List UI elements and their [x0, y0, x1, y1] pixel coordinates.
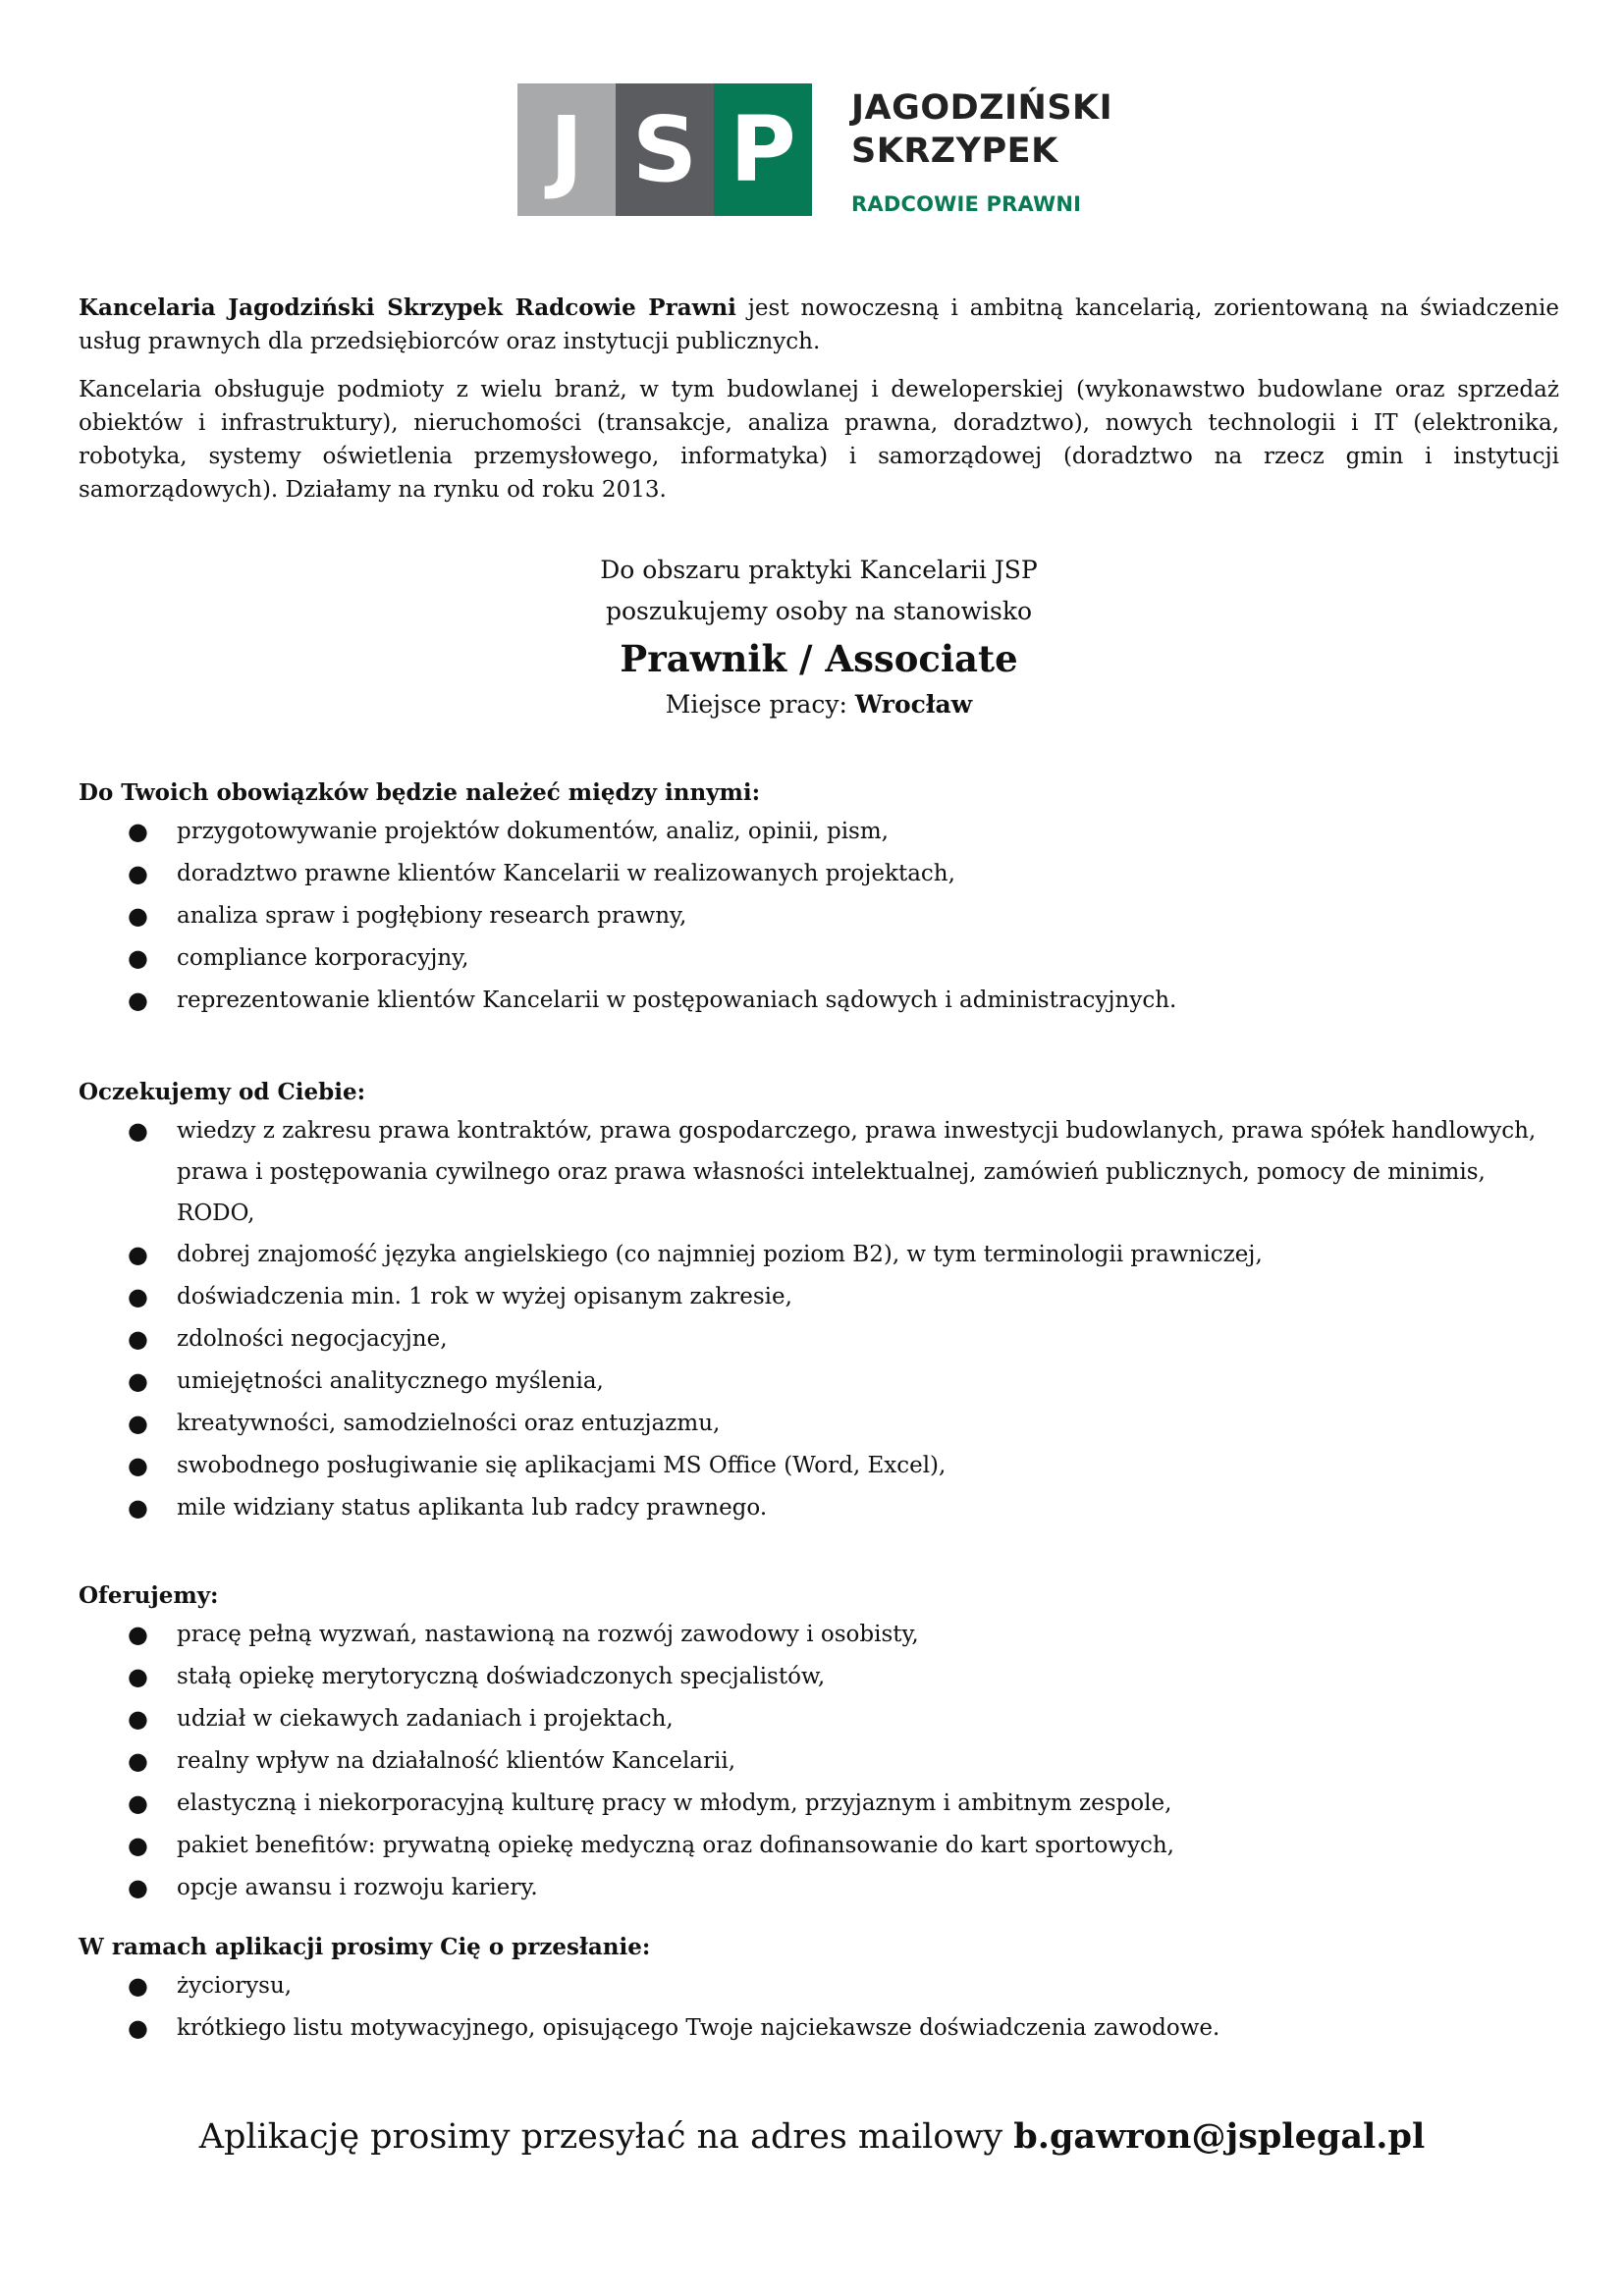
list-item: ● mile widziany status aplikanta lub radcy prawnego.	[79, 1487, 1559, 1529]
list-item: ● doradztwo prawne klientów Kancelarii w realizowanych projektach,	[79, 853, 1559, 895]
section-offer	[79, 1578, 1559, 1909]
bullet-icon: ●	[128, 1367, 148, 1395]
list-item: ● zdolności negocjacyjne,	[79, 1318, 1559, 1361]
bullet-icon: ●	[128, 1410, 148, 1437]
bullet-icon: ●	[128, 902, 148, 930]
logo-name-line1: JAGODZIŃSKI	[851, 88, 1113, 128]
firm-name: Kancelaria Jagodziński Skrzypek Radcowie Prawni	[79, 294, 736, 321]
bullet-icon: ●	[128, 860, 148, 887]
application-list	[79, 1965, 1559, 2050]
intro-paragraph-2: Kancelaria obsługuje podmioty z wielu branż, w tym budowlanej i deweloperskiej (wykonawstwo budowlane oraz sprzedaż obiektów i infrastruktury), nieruchomości (transakcje, analiza prawna, doradztwo), nowych technologii i IT (elektronika, robotyka, systemy oświetlenia przemysłowego, informatyka) i samorządowej (doradztwo na rzecz gmin i instytucji samorządowych). Działamy na rynku od roku 2013.	[79, 377, 1559, 503]
bullet-icon: ●	[128, 1832, 148, 1859]
work-location-label: Miejsce pracy:	[665, 690, 855, 719]
list-item: ● przygotowywanie projektów dokumentów, analiz, opinii, pism,	[79, 811, 1559, 853]
bullet-icon: ●	[128, 1283, 148, 1310]
bullet-icon: ●	[128, 1621, 148, 1648]
list-item: ● swobodnego posługiwanie się aplikacjami MS Office (Word, Excel),	[79, 1445, 1559, 1487]
intro-paragraph-1	[79, 292, 1559, 358]
bullet-icon: ●	[128, 1452, 148, 1479]
logo-name-line2: SKRZYPEK	[851, 132, 1058, 171]
list-item: ● pakiet benefitów: prywatną opiekę medyczną oraz dofinansowanie do kart sportowych,	[79, 1825, 1559, 1867]
section-duties-title: Do Twoich obowiązków będzie należeć między innymi:	[79, 779, 761, 806]
intro-paragraph-1-text: jest nowoczesną i ambitną kancelarią, zorientowaną na świadczenie usług prawnych dla przedsiębiorców oraz instytucji publicznych.	[79, 295, 1559, 354]
bullet-icon: ●	[128, 1117, 148, 1145]
bullet-icon: ●	[128, 1789, 148, 1817]
list-item: ● stałą opiekę merytoryczną doświadczonych specjalistów,	[79, 1656, 1559, 1698]
list-item: ● compliance korporacyjny,	[79, 937, 1559, 980]
list-item: ● pracę pełną wyzwań, nastawioną na rozwój zawodowy i osobisty,	[79, 1614, 1559, 1656]
list-item: ● umiejętności analitycznego myślenia,	[79, 1361, 1559, 1403]
section-offer-title: Oferujemy:	[79, 1582, 219, 1609]
section-expectations	[79, 1075, 1559, 1529]
header-line-2: poszukujemy osoby na stanowisko	[605, 597, 1033, 625]
list-item: ● udział w ciekawych zadaniach i projektach,	[79, 1698, 1559, 1740]
bullet-icon: ●	[128, 1705, 148, 1733]
duties-list	[79, 811, 1559, 1022]
job-title: Prawnik / Associate	[620, 637, 1018, 680]
bullet-icon: ●	[128, 1241, 148, 1268]
list-item: ● wiedzy z zakresu prawa kontraktów, prawa gospodarczego, prawa inwestycji budowlanych, prawa spółek handlowych, prawa i postępowania cywilnego oraz prawa własności intelektualnej, zamówień publicznych, pomocy de minimis, RODO,	[79, 1110, 1559, 1234]
list-item: ● doświadczenia min. 1 rok w wyżej opisanym zakresie,	[79, 1276, 1559, 1318]
list-item: ● życiorysu,	[79, 1965, 1559, 2007]
document-body	[79, 292, 1559, 2050]
application-email[interactable]: b.gawron@jsplegal.pl	[1013, 2116, 1426, 2157]
expectations-list	[79, 1110, 1559, 1529]
list-item: ● elastyczną i niekorporacyjną kulturę pracy w młodym, przyjaznym i ambitnym zespole,	[79, 1783, 1559, 1825]
list-item: ● krótkiego listu motywacyjnego, opisującego Twoje najciekawsze doświadczenia zawodowe.	[79, 2007, 1559, 2050]
list-item: ● analiza spraw i pogłębiony research prawny,	[79, 895, 1559, 937]
bullet-icon: ●	[128, 1747, 148, 1775]
job-header	[79, 550, 1559, 722]
section-application	[79, 1930, 1559, 2050]
logo-tagline: RADCOWIE PRAWNI	[851, 192, 1082, 216]
section-duties	[79, 775, 1559, 1022]
offer-list	[79, 1614, 1559, 1909]
logo-letter-j: J	[517, 83, 616, 216]
application-footer	[0, 2116, 1624, 2157]
logo-letter-p: P	[714, 83, 812, 216]
work-location	[79, 687, 1559, 722]
bullet-icon: ●	[128, 818, 148, 845]
work-location-city: Wrocław	[854, 690, 973, 719]
company-logo	[517, 83, 1112, 216]
bullet-icon: ●	[128, 944, 148, 972]
section-expectations-title: Oczekujemy od Ciebie:	[79, 1079, 366, 1105]
bullet-icon: ●	[128, 987, 148, 1014]
bullet-icon: ●	[128, 1972, 148, 2000]
list-item: ● opcje awansu i rozwoju kariery.	[79, 1867, 1559, 1909]
bullet-icon: ●	[128, 1663, 148, 1690]
application-footer-text: Aplikację prosimy przesyłać na adres mailowy	[198, 2117, 1014, 2157]
logo-letter-s: S	[616, 83, 714, 216]
bullet-icon: ●	[128, 1874, 148, 1901]
logo-wordmark	[851, 83, 1112, 216]
bullet-icon: ●	[128, 1494, 148, 1522]
section-application-title: W ramach aplikacji prosimy Cię o przesłanie:	[79, 1934, 651, 1960]
list-item: ● dobrej znajomość języka angielskiego (co najmniej poziom B2), w tym terminologii prawniczej,	[79, 1234, 1559, 1276]
list-item: ● reprezentowanie klientów Kancelarii w postępowaniach sądowych i administracyjnych.	[79, 980, 1559, 1022]
header-line-1: Do obszaru praktyki Kancelarii JSP	[600, 556, 1038, 584]
list-item: ● realny wpływ na działalność klientów Kancelarii,	[79, 1740, 1559, 1783]
bullet-icon: ●	[128, 2014, 148, 2042]
list-item: ● kreatywności, samodzielności oraz entuzjazmu,	[79, 1403, 1559, 1445]
bullet-icon: ●	[128, 1325, 148, 1353]
